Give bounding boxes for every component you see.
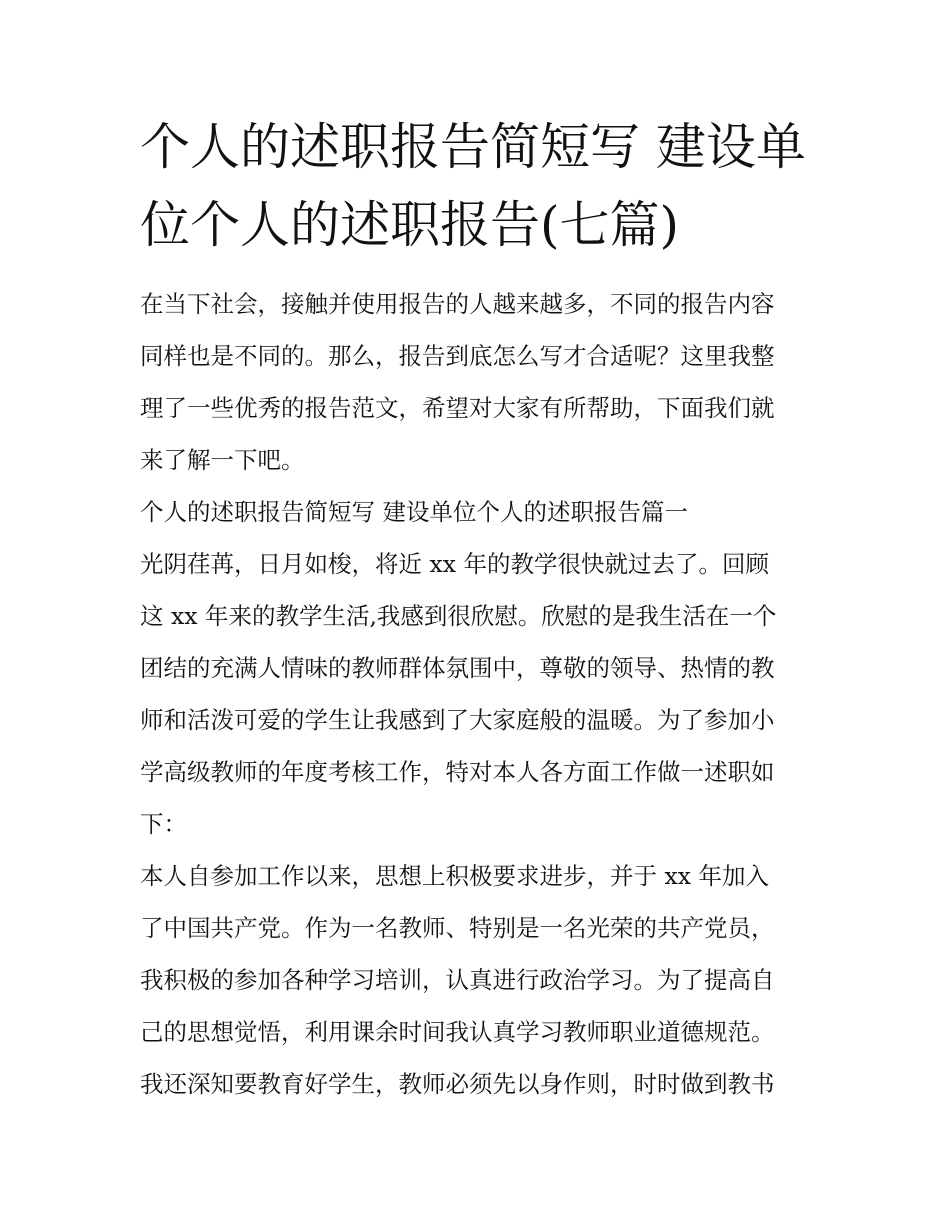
text-line: 这 xx 年来的教学生活,我感到很欣慰。欣慰的是我生活在一个 [140,602,777,630]
text-line: 来了解一下吧。 [140,446,305,474]
section-heading-text: 个人的述职报告简短写 建设单位个人的述职报告篇一 [140,498,688,526]
text-line: 光阴荏苒，日月如梭，将近 xx 年的教学很快就过去了。回顾 [140,550,769,578]
text-line: 理了一些优秀的报告范文，希望对大家有所帮助，下面我们就 [140,394,775,422]
text-line: 师和活泼可爱的学生让我感到了大家庭般的温暖。为了参加小 [140,706,775,734]
text-line: 己的思想觉悟，利用课余时间我认真学习教师职业道德规范。 [140,1018,775,1046]
document-title [140,108,820,264]
text-line: 同样也是不同的。那么，报告到底怎么写才合适呢？这里我整 [140,342,775,370]
title-line: 位个人的述职报告(七篇) [140,196,680,254]
document-page [140,108,820,1110]
body-paragraph [140,850,820,1110]
text-line: 下： [140,810,187,838]
section-heading [140,486,820,538]
intro-paragraph [140,278,820,486]
text-line: 本人自参加工作以来，思想上积极要求进步，并于 xx 年加入 [140,862,769,890]
text-line: 了中国共产党。作为一名教师、特别是一名光荣的共产党员， [140,914,775,942]
text-line: 在当下社会，接触并使用报告的人越来越多，不同的报告内容 [140,290,775,318]
text-line: 我积极的参加各种学习培训，认真进行政治学习。为了提高自 [140,966,775,994]
body-paragraph [140,538,820,850]
text-line: 团结的充满人情味的教师群体氛围中，尊敬的领导、热情的教 [140,654,775,682]
text-line: 学高级教师的年度考核工作，特对本人各方面工作做一述职如 [140,758,775,786]
title-line: 个人的述职报告简短写 建设单 [140,118,806,176]
text-line: 我还深知要教育好学生，教师必须先以身作则，时时做到教书 [140,1070,775,1098]
document-body [140,278,820,1110]
